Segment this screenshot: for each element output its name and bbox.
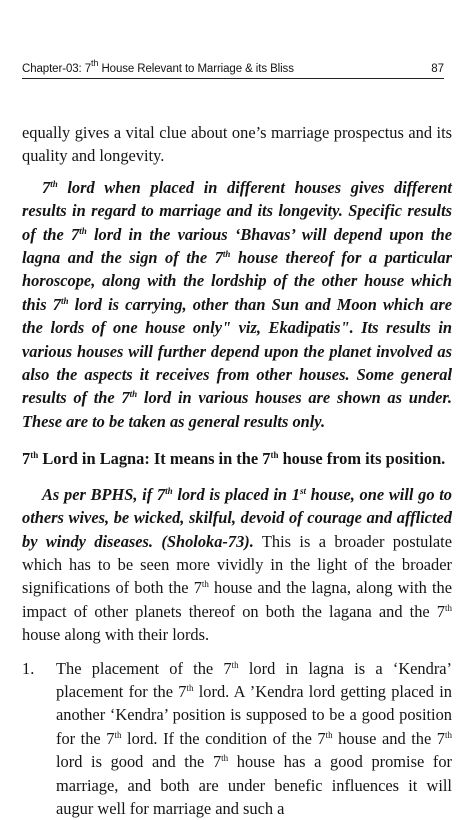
chapter-title: Chapter-03: 7th House Relevant to Marriage & its Bliss: [22, 58, 294, 75]
running-header: [22, 60, 444, 79]
list-number: 1.: [22, 658, 35, 678]
list-item-text: The placement of the 7th lord in lagna is a ‘Kendra’ placement for the 7th lord. A ’Kendra lord getting placed in another ‘Kendra’ position is supposed to be a good position for the 7th lord. If the condition of the 7th house and the 7th lord is good and the 7th house has a good promise for marriage, and both are under benefic influences it will augur well for marriage and such a: [56, 658, 453, 818]
page-number: 87: [431, 63, 444, 75]
section-heading: 7th Lord in Lagna: It means in the 7th house from its position.: [22, 449, 446, 469]
bphs-paragraph: [22, 483, 452, 647]
bphs-explanation: This is a broader postulate which has to be seen more vividly in the light of the broader significations of both the 7th house and the lagna, along with the impact of other planets thereof on both the lagana and the 7th house along with their lords.: [22, 531, 452, 645]
bphs-quote: As per BPHS, if 7th lord is placed in 1st house, one will go to others wives, be wicked, skilful, devoid of courage and afflicted by windy diseases. (Sholoka-73).: [22, 484, 452, 551]
list-item: [22, 657, 452, 820]
italic-intro-paragraph: 7th lord when placed in different houses gives different results in regard to marriage and its longevity. Specific results of the 7th lord in the various ‘Bhavas’ will depend upon the lagna and the sign of the 7th house thereof for a particular horoscope, along with the lordship of the other house which this 7th lord is carrying, other than Sun and Moon which are the lords of one house only" viz, Ekadipatis". Its results in various houses will further depend upon the planet involved as also the aspects it receives from other houses. Some general results of the 7th lord in various houses are shown as under. These are to be taken as general results only.: [22, 177, 452, 431]
body-text: [22, 121, 452, 820]
continuation-paragraph: equally gives a vital clue about one’s marriage prospectus and its quality and longevity.: [22, 123, 452, 166]
